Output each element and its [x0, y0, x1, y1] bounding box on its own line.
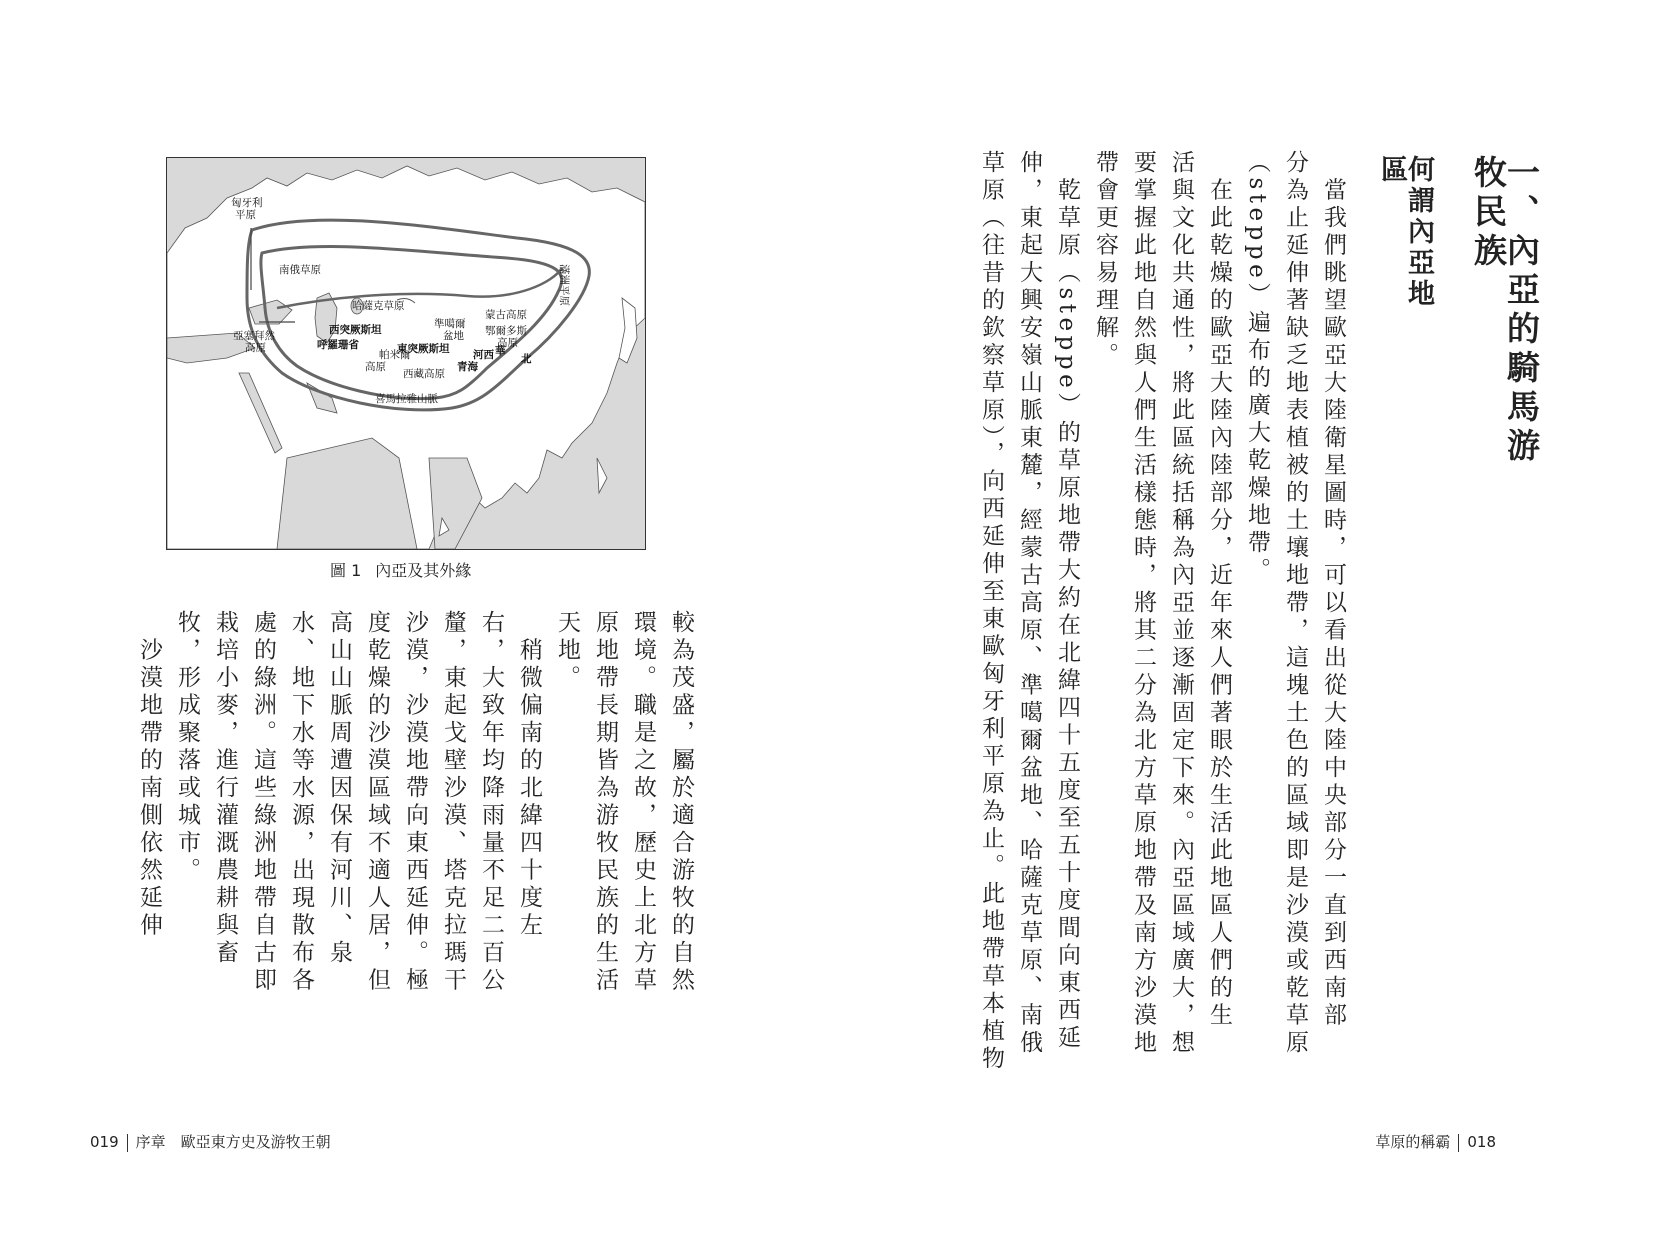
label-west-turkestan: 西突厥斯坦: [329, 324, 382, 336]
running-head: 草原的稱霸: [1375, 1133, 1451, 1151]
text-column: 稍微偏南的北緯四十度左: [516, 610, 542, 940]
text-column: 處的綠洲。這些綠洲地帶自古即: [250, 610, 276, 995]
running-head: 序章 歐亞東方史及游牧王朝: [135, 1133, 331, 1151]
label-dzungaria: 準噶爾盆地: [434, 318, 466, 342]
text-column: 乾草原（steppe）的草原地帶大約在北緯四十五度至五十度間向東西延: [1054, 150, 1080, 1053]
text-column: 釐，東起戈壁沙漠、塔克拉瑪干: [440, 610, 466, 995]
text-column: 度乾燥的沙漠區域不適人居，但: [364, 610, 390, 995]
page-footer-left: [90, 1131, 331, 1152]
label-east-turkestan: 東突厥斯坦: [397, 343, 450, 355]
text-column: 分為止延伸著缺乏地表植被的土壤地帶，這塊土色的區域即是沙漠或乾草原: [1282, 150, 1308, 1058]
label-ordos: 鄂爾多斯高原: [485, 325, 527, 349]
label-qinghai: 青海: [457, 361, 478, 373]
label-himalaya: 喜馬拉雅山脈: [375, 393, 438, 405]
section-title: 一、內亞的騎馬游牧民族: [1469, 155, 1541, 467]
label-hua: 華: [495, 345, 506, 357]
text-column: 伸，東起大興安嶺山脈東麓，經蒙古高原、準噶爾盆地、哈薩克草原、南俄: [1016, 150, 1042, 1058]
text-column: 沙漠，沙漠地帶向東西延伸。極: [402, 610, 428, 995]
footer-divider: [127, 1134, 128, 1152]
text-column: 沙漠地帶的南側依然延伸: [136, 610, 162, 940]
label-south-russia: 南俄草原: [279, 264, 321, 276]
text-column: 牧，形成聚落或城市。: [174, 610, 200, 885]
label-mongolia: 蒙古高原: [485, 309, 527, 321]
label-hungary-plain: 匈牙利平原: [231, 197, 263, 221]
text-column: 右，大致年均降雨量不足二百公: [478, 610, 504, 995]
subsection-title: 何謂內亞地區: [1376, 155, 1434, 310]
label-pamir: 帕米爾高原: [365, 349, 411, 373]
text-column: 高山山脈周遭因保有河川、泉: [326, 610, 352, 968]
label-azerbaijan: 亞塞拜然高原: [233, 330, 275, 354]
inner-asia-map: [167, 158, 645, 549]
text-column: 天地。: [554, 610, 580, 693]
page-footer-right: [1375, 1131, 1496, 1152]
label-kazakh: 哈薩克草原: [352, 300, 405, 312]
label-manchuria: 滿洲平原: [558, 264, 570, 306]
text-column: 活與文化共通性，將此區統括稱為內亞並逐漸固定下來。內亞區域廣大，想: [1168, 150, 1194, 1058]
text-column: 帶會更容易理解。: [1092, 150, 1118, 370]
text-column: 水、地下水等水源，出現散布各: [288, 610, 314, 995]
page-number: 018: [1467, 1133, 1496, 1151]
text-column: （stеppe）遍布的廣大乾燥地帶。: [1244, 150, 1270, 585]
text-column: 在此乾燥的歐亞大陸內陸部分，近年來人們著眼於生活此地區人們的生: [1206, 150, 1232, 1030]
label-tibet: 西藏高原: [403, 368, 445, 380]
text-column: 草原（往昔的欽察草原），向西延伸至東歐匈牙利平原為止。此地帶草本植物: [978, 150, 1004, 1074]
figure-number: 圖 1: [330, 561, 362, 580]
label-khorasan: 呼羅珊省: [317, 339, 359, 351]
page-number: 019: [90, 1133, 119, 1151]
label-bei: 北: [521, 353, 532, 365]
map-figure: [166, 157, 646, 550]
text-column: 栽培小麥，進行灌溉農耕與畜: [212, 610, 238, 968]
text-column: 原地帶長期皆為游牧民族的生活: [592, 610, 618, 995]
figure-caption: [330, 558, 471, 581]
text-column: 環境。職是之故，歷史上北方草: [630, 610, 656, 995]
text-column: 當我們眺望歐亞大陸衛星圖時，可以看出從大陸中央部分一直到西南部: [1320, 150, 1346, 1030]
text-column: 較為茂盛，屬於適合游牧的自然: [668, 610, 694, 995]
footer-divider: [1458, 1134, 1459, 1152]
figure-caption-text: 內亞及其外緣: [375, 561, 472, 580]
text-column: 要掌握此地自然與人們生活樣態時，將其二分為北方草原地帶及南方沙漠地: [1130, 150, 1156, 1058]
label-hexi: 河西: [473, 349, 494, 361]
